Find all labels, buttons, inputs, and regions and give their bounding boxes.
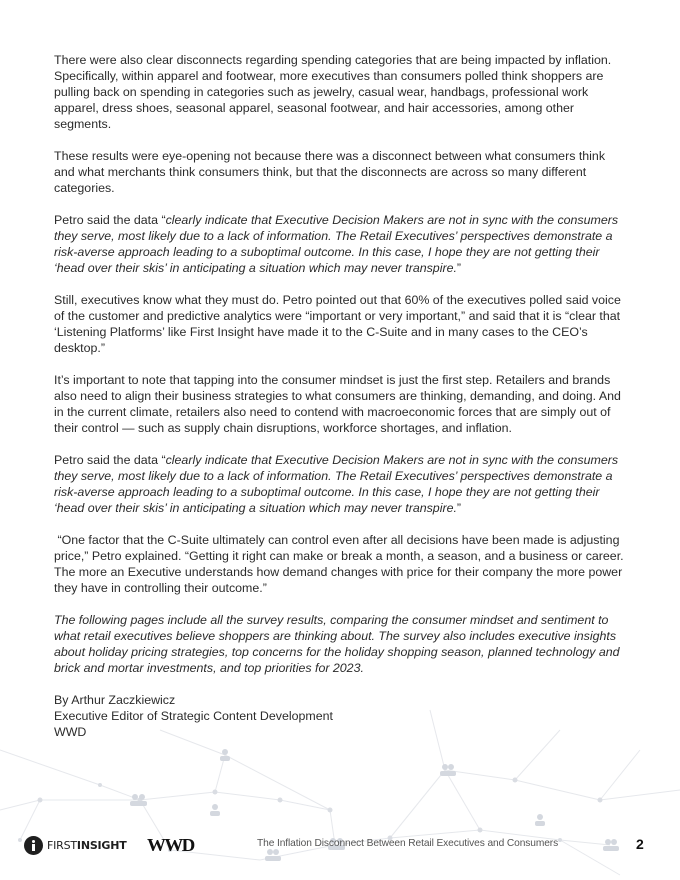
- quote-text: clearly indicate that Executive Decision Makers are not in sync with the consumers they serve, most likely due to a lack of information. The Retail Executives’ perspectives demonstrate a risk-averse approach leading to a suboptimal outcome. In this case, I hope they are not getting their ‘head over their skis’ in anticipating a situation which may never transpire.: [54, 213, 619, 275]
- quote-lead: Petro said the data “: [54, 453, 166, 467]
- signature-block: [54, 692, 626, 740]
- paragraph: These results were eye-opening not because there was a disconnect between what consumers think and what merchants think consumers think, but that the disconnects are across so many different categories.: [54, 149, 606, 195]
- quote-end: ”: [456, 501, 462, 515]
- quote-paragraph: [54, 212, 626, 276]
- wwd-logo: WWD: [147, 835, 194, 855]
- page-footer: [0, 828, 680, 862]
- page-number: 2: [636, 836, 644, 852]
- paragraph: “One factor that the C-Suite ultimately can control even after all decisions have been made is adjusting price,” Petro explained. “Getting it right can make or break a month, a season, and a business or career. The more an Executive understands how demand changes with price for their company the more power they have in controlling their outcome.”: [54, 533, 624, 595]
- first-insight-mark-icon: [24, 836, 43, 855]
- quote-end: ”: [456, 261, 462, 275]
- paragraph: Still, executives know what they must do. Petro pointed out that 60% of the executives polled said voice of the customer and predictive analytics were “important or very important,” and said that it is “clear that ‘Listening Platforms’ like First Insight have made it to the C-Suite and in many cases to the CEO’s desktop.”: [54, 293, 621, 355]
- first-insight-wordmark: FIRSTINSIGHT: [47, 838, 127, 852]
- paragraph: It’s important to note that tapping into the consumer mindset is just the first step. Retailers and brands also need to align their business strategies to what consumers are thinking, demanding, and doing. And in the current climate, retailers also need to contend with macroeconomic forces that are simply out of their control — such as supply chain disruptions, workforce shortages, and inflation.: [54, 373, 621, 435]
- article-body: [54, 52, 626, 740]
- quote-paragraph: [54, 452, 626, 516]
- paragraph: There were also clear disconnects regarding spending categories that are being impacted by inflation. Specifically, within apparel and footwear, more executives than consumers polled think shoppers are pulling back on spending in categories such as jewelry, casual wear, handbags, professional work apparel, dress shoes, seasonal apparel, seasonal footwear, and hair accessories, among other segments.: [54, 53, 612, 131]
- closing-paragraph: The following pages include all the survey results, comparing the consumer mindset and sentiment to what retail executives believe shoppers are thinking about. The survey also includes executive insights about holiday pricing strategies, top concerns for the holiday shopping season, planned technology and brick and mortar investments, and top priorities for 2023.: [54, 613, 620, 675]
- author-role: Executive Editor of Strategic Content Development: [54, 709, 333, 723]
- first-insight-logo: [24, 835, 127, 855]
- author-byline: By Arthur Zaczkiewicz: [54, 693, 176, 707]
- footer-title: The Inflation Disconnect Between Retail Executives and Consumers: [257, 838, 559, 849]
- author-org: WWD: [54, 725, 87, 739]
- quote-lead: Petro said the data “: [54, 213, 166, 227]
- quote-text: clearly indicate that Executive Decision Makers are not in sync with the consumers they serve, most likely due to a lack of information. The Retail Executives’ perspectives demonstrate a risk-averse approach leading to a suboptimal outcome. In this case, I hope they are not getting their ‘head over their skis’ in anticipating a situation which may never transpire.: [54, 453, 619, 515]
